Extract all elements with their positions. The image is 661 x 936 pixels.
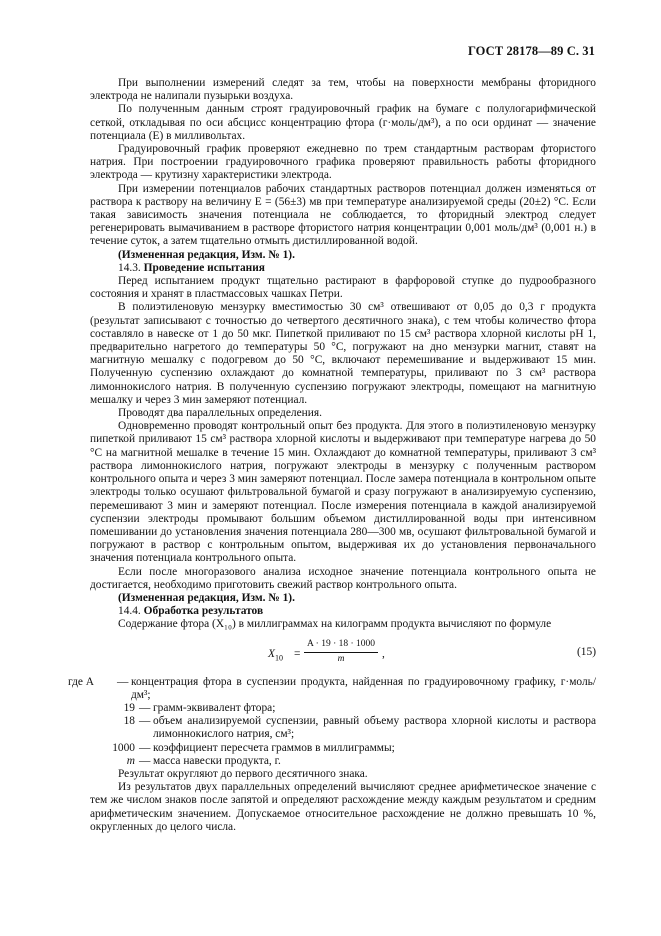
formula-number: (15): [577, 645, 596, 658]
definition-item: [90, 742, 596, 755]
definition-text: грамм-эквивалент фтора;: [153, 701, 276, 714]
paragraph: Содержание фтора (X₁₀) в миллиграммах на килограмм продукта вычисляют по формуле: [118, 618, 552, 631]
definition-item: [90, 755, 596, 768]
formula-comma: ,: [382, 647, 385, 660]
paragraph: Проводят два параллельных определения.: [118, 407, 322, 420]
definition-dash: —: [139, 741, 151, 754]
paragraph: Градуировочный график проверяют ежедневно по трем стандартным растворам фтористого натрия. При построении градуировочного графика проверяют правильность работы фторидного электрода — крутизну характеристики электрода.: [90, 143, 596, 182]
definition-text: масса навески продукта, г.: [153, 754, 281, 767]
definition-text: концентрация фтора в суспензии продукта, найденная по градуировочному графику, г·моль/дм³;: [131, 675, 596, 701]
definition-dash: —: [139, 754, 151, 767]
paragraph: Перед испытанием продукт тщательно растирают в фарфоровой ступке до пудрообразного состояния и хранят в пластмассовых чашках Петри.: [90, 275, 596, 301]
paragraph: При измерении потенциалов рабочих стандартных растворов потенциал должен изменяться от раствора к раствору на величину E = (56±3) мв при температуре анализируемой среды (20±2) °С. Если такая зависимость значения потенциала не соблюдается, то фторидный электрод следует регенерировать вымачиванием в растворе фтористого натрия концентрации 0,001 моль/дм³ (0,001 н.) в течение суток, а затем тщательно отмыть дистиллированной водой.: [90, 182, 596, 248]
formula-numerator: A · 19 · 18 · 1000: [304, 638, 378, 653]
formula-lhs: $X_{10}$: [268, 647, 283, 662]
edit-note: (Измененная редакция, Изм. № 1).: [118, 591, 295, 604]
paragraph: Из результатов двух параллельных определений вычисляют среднее арифметическое значение с тем же числом знаков после запятой и определяют расхождение между каждым результатом и средним арифметическим значением. Допускаемое относительное расхождение не должно превышать 10 %, округленных до целого числа.: [90, 781, 596, 833]
definition-symbol: 1000: [112, 741, 135, 754]
definition-dash: —: [139, 715, 151, 728]
definition-symbol: m: [126, 754, 135, 767]
definition-text: коэффициент пересчета граммов в миллиграммы;: [153, 741, 395, 754]
section-title: Проведение испытания: [143, 261, 265, 274]
section-number: 14.3.: [118, 261, 141, 274]
formula-fraction: [304, 638, 378, 666]
formula-equals: =: [294, 647, 301, 660]
paragraph: В полиэтиленовую мензурку вместимостью 30 см³ отвешивают от 0,05 до 0,3 г продукта (результат записывают с точностью до четвертого десятичного знака), с тем чтобы количество фтора составляло в навеске от 1 до 50 мкг. Пипеткой приливают по 15 см³ раствора хлорной кислоты рН 1, предварительно нагретого до температуры 50 °С, погружают на дно мензурки магнит, ставят на магнитную мешалку с подогревом до 50 °С, включают перемешивание и выдерживают 15 мин. Полученную суспензию охлаждают до комнатной температуры, приливают по 3 см³ раствора лимоннокислого натрия. В полученную суспензию погружают электроды, помещают на магнитную мешалку и через 3 мин замеряют потенциал.: [90, 301, 596, 406]
document-body: [68, 77, 596, 834]
section-heading: [90, 605, 596, 618]
definition-symbol: 19: [123, 701, 135, 714]
formula: [90, 638, 596, 672]
definition-item: [90, 702, 596, 715]
formula-denominator: m: [337, 653, 345, 664]
definition-symbol: 18: [123, 715, 135, 728]
definition-item: [90, 715, 596, 741]
definition-dash: —: [139, 701, 151, 714]
section-heading: [90, 262, 596, 275]
definitions-list: [68, 675, 596, 768]
paragraph: При выполнении измерений следят за тем, чтобы на поверхности мембраны фторидного электрода не налипали пузырьки воздуха.: [90, 77, 596, 103]
paragraph: По полученным данным строят градуировочный график на бумаге с полулогарифмической сеткой, откладывая по оси абсцисс концентрацию фтора (г·моль/дм³), а по оси ординат — значение потенциала (E) в милливольтах.: [90, 103, 596, 142]
definition-symbol: где A: [68, 675, 95, 688]
edit-note: (Измененная редакция, Изм. № 1).: [118, 248, 295, 261]
page-header: ГОСТ 28178—89 С. 31: [467, 44, 595, 58]
paragraph: Если после многоразового анализа исходное значение потенциала контрольного опыта не достигается, необходимо приготовить свежий раствор контрольного опыта.: [90, 565, 596, 591]
section-number: 14.4.: [118, 605, 141, 618]
definition-dash: —: [117, 675, 129, 688]
paragraph: Результат округляют до первого десятичного знака.: [118, 767, 368, 780]
section-title: Обработка результатов: [143, 605, 264, 618]
definition-item: [68, 675, 596, 702]
definition-text: объем анализируемой суспензии, равный объему раствора хлорной кислоты и раствора лимоннокислого натрия, см³;: [153, 715, 596, 741]
paragraph: Одновременно проводят контрольный опыт без продукта. Для этого в полиэтиленовую мензурку пипеткой приливают 15 см³ раствора хлорной кислоты и выдерживают при температуре нагрева до 50 °С на магнитной мешалке в течение 15 мин. Охлаждают до комнатной температуры, приливают 3 см³ раствора лимоннокислого натрия, погружают электроды в мензурку с полученным раствором контрольного опыта и через 3 мин замеряют потенциал. После замера потенциала в контрольном опыте электроды только осушают фильтровальной бумагой и сразу погружают в анализируемую суспензию, перемешивают 3 мин и замеряют потенциал. После измерения потенциала в каждой анализируемой суспензии электроды промывают большим объемом дистиллированной воды при интенсивном помешивании до установления значения потенциала 280—300 мв, осушают фильтровальной бумагой и погружают в раствор с контрольным опытом, выдерживая их до установления первоначального значения потенциала контрольного опыта.: [90, 420, 596, 565]
